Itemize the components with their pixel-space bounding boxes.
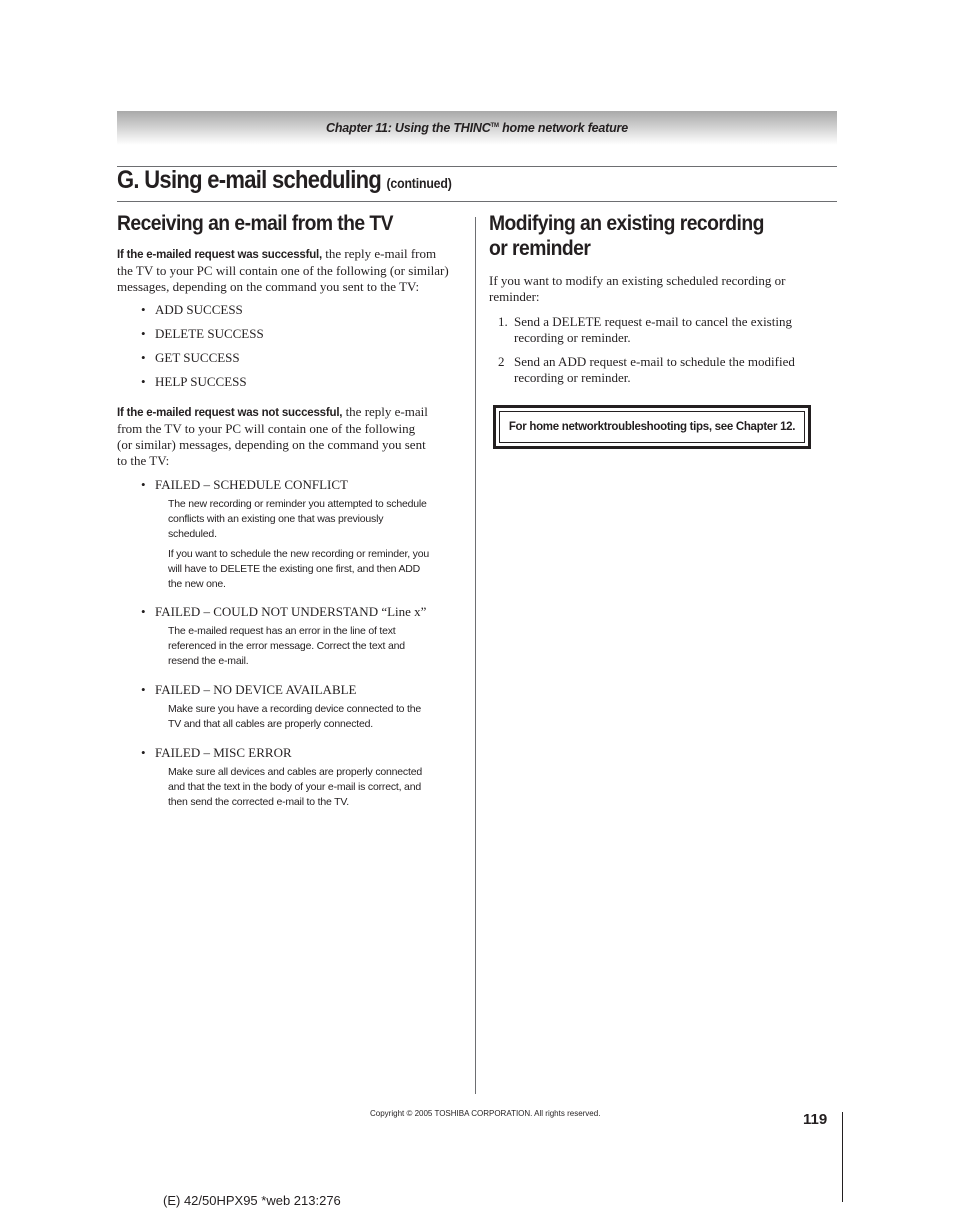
list-item: • ADD SUCCESS [141,302,264,318]
step-item: 1. Send a DELETE request e-mail to cancel the existing recording or reminder. [498,314,792,345]
list-item: • GET SUCCESS [141,350,264,366]
fail-label: • FAILED – SCHEDULE CONFLICT [141,477,471,493]
left-heading: Receiving an e-mail from the TV [117,212,393,235]
fail-desc: The new recording or reminder you attempted to schedule conflicts with an existing one that was previously scheduled. [168,498,427,540]
fail-label: • FAILED – NO DEVICE AVAILABLE [141,682,471,698]
page-number: 119 [803,1111,828,1128]
fail-lead: If the e-mailed request was not successful, [117,407,343,419]
fail-item [141,745,471,761]
tip-text: For home networktroubleshooting tips, see Chapter 12. [499,411,805,443]
fail-label: • FAILED – COULD NOT UNDERSTAND “Line x” [141,604,471,620]
fail-desc: Make sure all devices and cables are properly connected and that the text in the body of your e-mail is correct, and then send the corrected e-mail to the TV. [168,766,422,808]
step-item: 2 Send an ADD request e-mail to schedule the modified recording or reminder. [498,354,795,385]
page-edge-rule [842,1112,843,1202]
fail-item [141,682,471,698]
section-rule-bottom [117,201,837,202]
footer-code: (E) 42/50HPX95 *web 213:276 [163,1193,341,1208]
success-paragraph: If the e-mailed request was successful, the reply e-mail from the TV to your PC will contain one of the following (or similar) messages, depending on the command you sent to the TV: [117,246,449,294]
chapter-title: Chapter 11: Using the THINC™ home network feature [326,121,628,135]
fail-item [141,604,471,620]
right-intro: If you want to modify an existing scheduled recording or reminder: [489,273,786,304]
list-item: • DELETE SUCCESS [141,326,264,342]
success-list [141,302,264,390]
continued-label: (continued) [386,175,452,191]
fail-desc: The e-mailed request has an error in the line of text referenced in the error message. Correct the text and resend the e-mail. [168,625,405,667]
fail-paragraph: If the e-mailed request was not successful, the reply e-mail from the TV to your PC will contain one of the following (or similar) messages, depending on the command you sent to the TV: [117,404,428,468]
right-heading: Modifying an existing recording or reminder [489,212,764,260]
section-title: G. Using e-mail scheduling (continued) [117,166,452,194]
success-lead: If the e-mailed request was successful, [117,249,323,261]
list-item: • HELP SUCCESS [141,374,264,390]
fail-label: • FAILED – MISC ERROR [141,745,471,761]
steps-list [489,314,819,386]
tip-box [493,405,811,449]
fail-desc: If you want to schedule the new recording or reminder, you will have to DELETE the existing one first, and then ADD the new one. [168,548,429,590]
column-divider [475,217,476,1094]
fail-desc: Make sure you have a recording device connected to the TV and that all cables are properly connected. [168,703,422,730]
fail-item [141,477,471,493]
copyright: Copyright © 2005 TOSHIBA CORPORATION. All rights reserved. [370,1109,601,1118]
